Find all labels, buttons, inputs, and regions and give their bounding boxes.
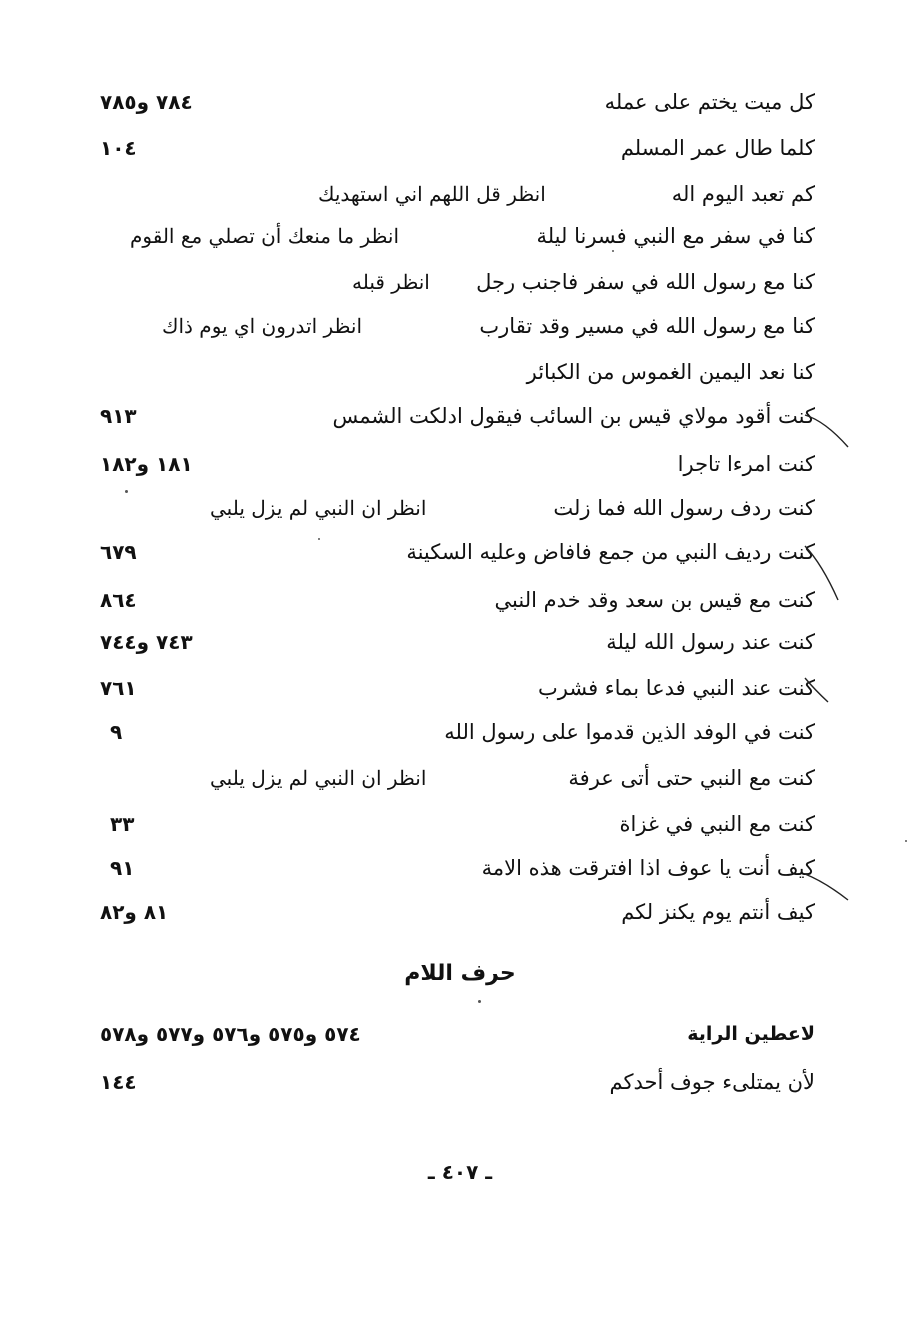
index-entry xyxy=(100,1062,815,1102)
scan-speck xyxy=(612,250,614,252)
hadith-text: كنت رديف النبي من جمع فافاض وعليه السكينة xyxy=(406,540,815,564)
hadith-text: كنا في سفر مع النبي فسرنا ليلة xyxy=(536,224,815,248)
hadith-text: كنت أقود مولاي قيس بن السائب فيقول ادلكت الشمس xyxy=(332,404,815,428)
pen-check-mark xyxy=(800,405,860,455)
page-reference: ٩١ xyxy=(110,856,135,880)
index-entry xyxy=(100,396,815,436)
page-reference: ٥٧٤ و٥٧٥ و٥٧٦ و٥٧٧ و٥٧٨ xyxy=(100,1022,361,1046)
index-entry xyxy=(100,758,815,798)
hadith-text: كيف أنت يا عوف اذا افترقت هذه الامة xyxy=(481,856,815,880)
page-reference: ٩١٣ xyxy=(100,404,137,428)
scan-speck xyxy=(125,490,128,493)
hadith-text: لاعطين الراية xyxy=(687,1023,815,1045)
index-entry xyxy=(100,444,815,484)
hadith-text: كنت مع النبي في غزاة xyxy=(619,812,815,836)
hadith-text: كم تعبد اليوم اله xyxy=(671,182,815,206)
index-entry xyxy=(100,82,815,122)
hadith-text: لأن يمتلىء جوف أحدكم xyxy=(609,1070,815,1094)
cross-reference: انظر ما منعك أن تصلي مع القوم xyxy=(130,224,400,248)
index-entry xyxy=(100,892,815,932)
index-entry xyxy=(100,804,815,844)
hadith-text: كنت مع النبي حتى أتى عرفة xyxy=(568,766,815,790)
hadith-text: كنت عند رسول الله ليلة xyxy=(606,630,815,654)
index-entry xyxy=(100,668,815,708)
page-reference: ٧٦١ xyxy=(100,676,137,700)
hadith-text: كنت ردف رسول الله فما زلت xyxy=(553,496,815,520)
hadith-text: كل ميت يختم على عمله xyxy=(604,90,815,114)
scan-speck xyxy=(478,1000,481,1003)
index-entry xyxy=(100,216,815,256)
scan-speck xyxy=(318,538,320,540)
hadith-text: كنت امرءا تاجرا xyxy=(677,452,815,476)
hadith-text: كيف أنتم يوم يكنز لكم xyxy=(621,900,815,924)
scan-speck xyxy=(905,840,907,842)
hadith-text: كنت في الوفد الذين قدموا على رسول الله xyxy=(444,720,815,744)
index-entry xyxy=(100,262,815,302)
page-number: ـ ٤٠٧ ـ xyxy=(427,1160,493,1184)
cross-reference: انظر ان النبي لم يزل يلبي xyxy=(210,766,427,790)
index-entry xyxy=(100,174,815,214)
cross-reference: انظر ان النبي لم يزل يلبي xyxy=(210,496,427,520)
cross-reference: انظر قل اللهم اني استهديك xyxy=(318,182,546,206)
index-entry xyxy=(100,848,815,888)
hadith-text: كلما طال عمر المسلم xyxy=(620,136,815,160)
cross-reference: انظر قبله xyxy=(352,270,430,294)
pen-check-mark xyxy=(800,540,850,610)
page-reference: ٦٧٩ xyxy=(100,540,137,564)
pen-check-mark xyxy=(800,862,860,912)
index-entry xyxy=(100,712,815,752)
index-entry xyxy=(100,488,815,528)
page-reference: ٧٤٣ و٧٤٤ xyxy=(100,630,193,654)
index-entry xyxy=(100,352,815,392)
pen-check-mark xyxy=(800,672,840,712)
index-entry xyxy=(100,532,815,572)
page-reference: ١٠٤ xyxy=(100,136,137,160)
index-entry xyxy=(100,580,815,620)
index-entry xyxy=(100,306,815,346)
page-reference: ٨١ و٨٢ xyxy=(100,900,169,924)
page-reference: ٨٦٤ xyxy=(100,588,137,612)
hadith-text: كنا نعد اليمين الغموس من الكبائر xyxy=(526,360,815,384)
page-reference: ٩ xyxy=(110,720,123,744)
section-heading: حرف اللام xyxy=(404,961,516,986)
index-entry xyxy=(100,1014,815,1054)
page-reference: ٣٣ xyxy=(110,812,135,836)
cross-reference: انظر اتدرون اي يوم ذاك xyxy=(162,314,363,338)
hadith-text: كنت مع قيس بن سعد وقد خدم النبي xyxy=(494,588,815,612)
hadith-text: كنا مع رسول الله في مسير وقد تقارب xyxy=(479,314,815,338)
index-entry xyxy=(100,128,815,168)
index-entry xyxy=(100,622,815,662)
page-reference: ١٤٤ xyxy=(100,1070,137,1094)
hadith-text: كنا مع رسول الله في سفر فاجنب رجل xyxy=(476,270,815,294)
page-reference: ١٨١ و١٨٢ xyxy=(100,452,193,476)
page-reference: ٧٨٤ و٧٨٥ xyxy=(100,90,193,114)
hadith-text: كنت عند النبي فدعا بماء فشرب xyxy=(537,676,815,700)
